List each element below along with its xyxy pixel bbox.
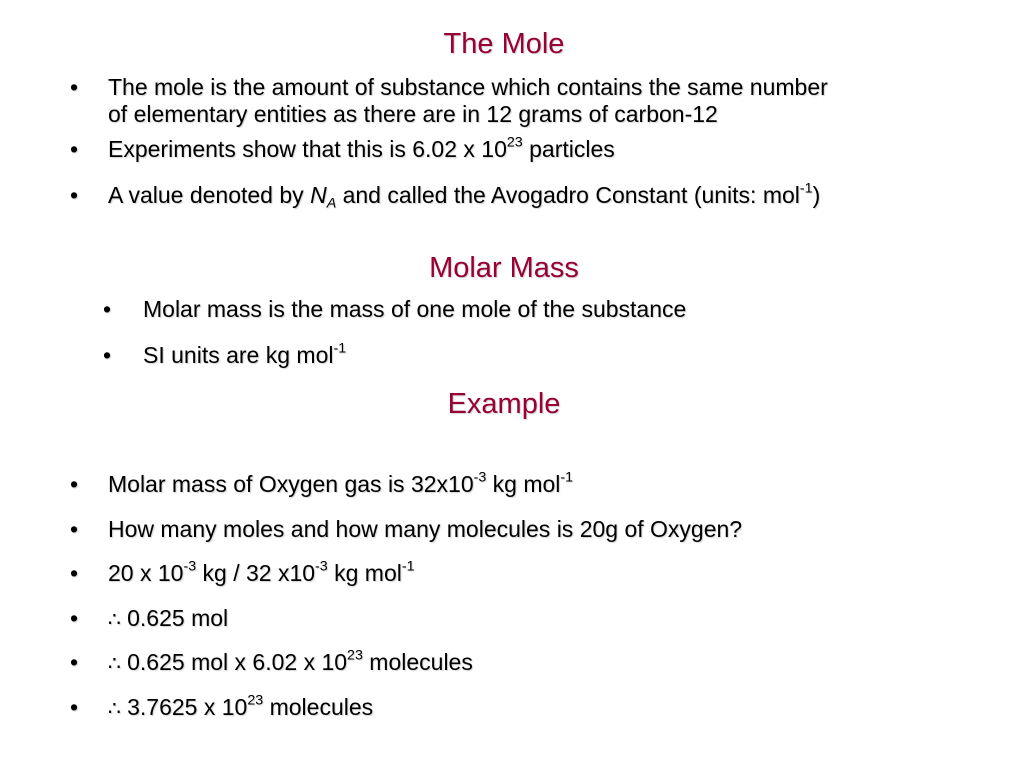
example-molecules-result-item (70, 691, 1010, 739)
exponent: 23 (247, 691, 264, 708)
experiments-text (108, 136, 615, 163)
moles-result-value: 0.625 mol (120, 604, 229, 631)
avogadro-subscript-letter: A (326, 195, 337, 212)
molecules-result-main: 3.7625 x 10 (120, 693, 248, 720)
bullet-icon: • (70, 136, 79, 162)
molar-mass-bullet-list (103, 296, 1003, 372)
mole-definition-text (108, 74, 828, 128)
avogadro-item (70, 182, 1010, 212)
exponent: -3 (473, 469, 487, 486)
avogadro-text-tail: ) (812, 182, 821, 208)
bullet-icon: • (70, 515, 79, 542)
experiments-text-tail: particles (522, 136, 615, 162)
moles-result-text (108, 605, 228, 633)
example-moles-result-item (70, 605, 1010, 650)
mole-bullet-list (70, 74, 1010, 212)
exponent: -1 (401, 558, 415, 575)
oxygen-molar-mass-unit: kg mol (486, 471, 561, 497)
exponent: -1 (560, 469, 574, 486)
oxygen-molar-mass-main: Molar mass of Oxygen gas is 32x10 (108, 471, 474, 497)
example-question-item (70, 516, 1010, 561)
exponent: -1 (799, 180, 813, 197)
example-calculation-item (70, 560, 1010, 605)
si-units-text (143, 342, 346, 369)
mole-definition-line-1: The mole is the amount of substance which contains the same number (108, 74, 828, 100)
avogadro-text-start: A value denoted by (108, 182, 311, 208)
example-oxygen-molar-mass-item (70, 471, 1010, 516)
bullet-icon: • (70, 693, 79, 720)
molecules-result-tail: molecules (263, 693, 374, 720)
avogadro-text-mid: and called the Avogadro Constant (units: mol (336, 182, 800, 208)
avogadro-symbol: N (310, 182, 327, 208)
exponent: -1 (333, 340, 347, 357)
molecules-calc-text (108, 649, 473, 677)
bullet-icon: • (103, 296, 112, 322)
avogadro-text (108, 180, 821, 212)
exponent: -3 (315, 558, 328, 575)
bullet-icon: • (70, 649, 79, 675)
exponent: 23 (347, 647, 363, 664)
bullet-icon: • (70, 74, 79, 100)
title-the-mole: The Mole (443, 28, 565, 60)
therefore-icon: ∴ (108, 695, 121, 720)
title-example: Example (447, 388, 561, 420)
calculation-part-a: 20 x 10 (108, 560, 184, 586)
question-text: How many moles and how many molecules is 20g of Oxygen? (108, 515, 743, 542)
molar-mass-definition-item (103, 296, 1003, 342)
molecules-result-text (108, 691, 374, 722)
si-units-item (103, 342, 1003, 372)
exponent: 23 (506, 134, 523, 151)
avogadro-subscript (327, 195, 337, 211)
mole-definition-line-2: of elementary entities as there are in 12 grams of carbon-12 (108, 101, 718, 127)
example-molecules-calc-item (70, 649, 1010, 694)
bullet-icon: • (103, 342, 112, 368)
therefore-icon: ∴ (108, 651, 121, 675)
example-bullet-list (70, 471, 1010, 738)
therefore-icon: ∴ (108, 606, 121, 631)
experiments-item (70, 136, 1010, 182)
molecules-calc-tail: molecules (362, 649, 473, 675)
experiments-text-main: Experiments show that this is 6.02 x 10 (108, 136, 507, 162)
bullet-icon: • (70, 182, 79, 208)
oxygen-molar-mass-text (108, 471, 573, 498)
bullet-icon: • (70, 560, 79, 586)
exponent: -3 (183, 558, 197, 575)
molar-mass-definition-text: Molar mass is the mass of one mole of the substance (143, 296, 687, 322)
si-units-text-main: SI units are kg mol (143, 342, 334, 368)
molecules-calc-main: 0.625 mol x 6.02 x 10 (120, 649, 348, 675)
calculation-part-c: kg mol (327, 560, 402, 586)
calculation-part-b: kg / 32 x10 (196, 560, 316, 586)
mole-definition-item (70, 74, 1010, 136)
calculation-text (108, 560, 415, 587)
title-molar-mass: Molar Mass (429, 252, 579, 284)
bullet-icon: • (70, 604, 79, 631)
bullet-icon: • (70, 471, 79, 497)
